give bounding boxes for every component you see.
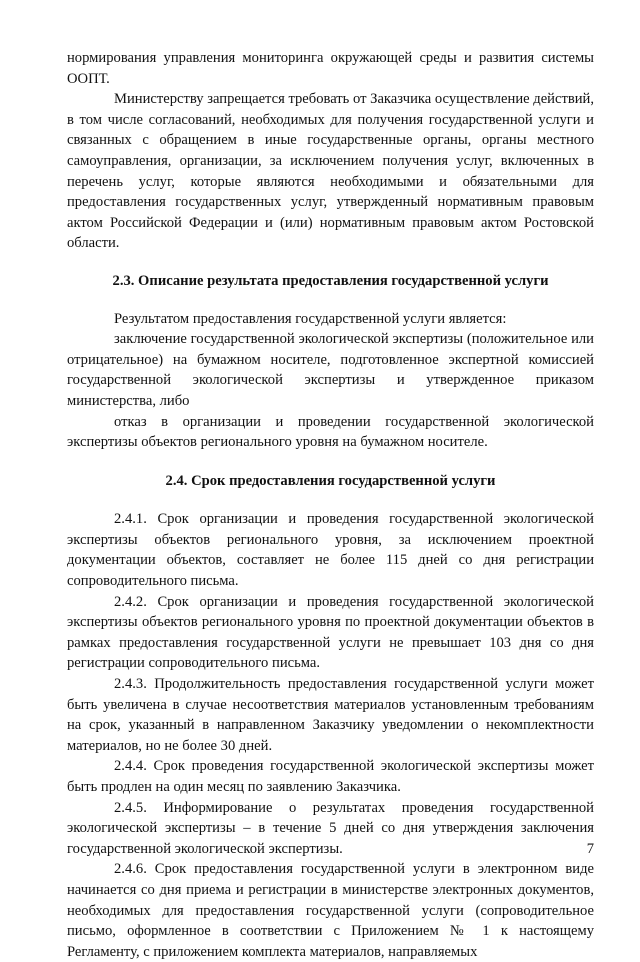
intro-paragraph-prohibition: Министерству запрещается требовать от Заказчика осуществление действий, в том числе согласований, необходимых для получения государственной услуги и связанных с обращением в иные государственные органы, органы местного самоуправления, организации, за исключением получения услуг, включенных в перечень услуг, которые являются необходимыми и обязательными для предоставления государственных услуг, утвержденный нормативным правовым актом Российской Федерации и (или) нормативным правовым актом Ростовской области.: [67, 91, 594, 252]
result-paragraph-refusal: отказ в организации и проведении государственной экологической экспертизы объектов регионального уровня на бумажном носителе.: [67, 413, 594, 451]
page-number: 7: [586, 841, 594, 857]
result-paragraph-intro: Результатом предоставления государственной услуги является:: [114, 310, 507, 327]
term-paragraph-2-4-1: 2.4.1. Срок организации и проведения государственной экологической экспертизы объектов регионального уровня, за исключением проектной документации объектов, составляет не более 115 дней со дня регистрации сопроводительного письма.: [67, 511, 594, 590]
term-paragraph-2-4-4: 2.4.4. Срок проведения государственной экологической экспертизы может быть продлен на один месяц по заявлению Заказчика.: [67, 758, 594, 795]
intro-paragraph-continuation: нормирования управления мониторинга окружающей среды и развития системы ООПТ.: [67, 50, 594, 87]
term-paragraph-2-4-6: 2.4.6. Срок предоставления государственной услуги в электронном виде начинается со дня приема и регистрации в министерстве электронных документов, необходимых для предоставления государственной услуги (сопроводительное письмо, оформленное в соответствии с Приложением № 1 к настоящему Регламенту, с приложением комплекта материалов, направляемых: [67, 861, 594, 960]
page-content: [67, 48, 594, 962]
section-heading-2-4: 2.4. Срок предоставления государственной услуги: [165, 472, 496, 489]
result-paragraph-conclusion: заключение государственной экологической экспертизы (положительное или отрицательное) на бумажном носителе, подготовленное экспертной комиссией государственной экологической экспертизы и утвержденное приказом министерства, либо: [67, 331, 594, 409]
term-paragraph-2-4-3: 2.4.3. Продолжительность предоставления государственной услуги может быть увеличена в случае несоответствия материалов установленным требованиям на срок, указанный в направленном Заказчику уведомлении о некомплектности материалов, но не более 30 дней.: [67, 676, 594, 754]
term-paragraph-2-4-2: 2.4.2. Срок организации и проведения государственной экологической экспертизы объектов регионального уровня по проектной документации объектов в рамках предоставления государственной услуги не превышает 103 дня со дня регистрации сопроводительного письма.: [67, 593, 594, 672]
section-heading-2-3: 2.3. Описание результата предоставления государственной услуги: [112, 272, 549, 289]
term-paragraph-2-4-5: 2.4.5. Информирование о результатах проведения государственной экологической экспертизы – в течение 5 дней со дня утверждения заключения государственной экологической экспертизы.: [67, 799, 594, 857]
